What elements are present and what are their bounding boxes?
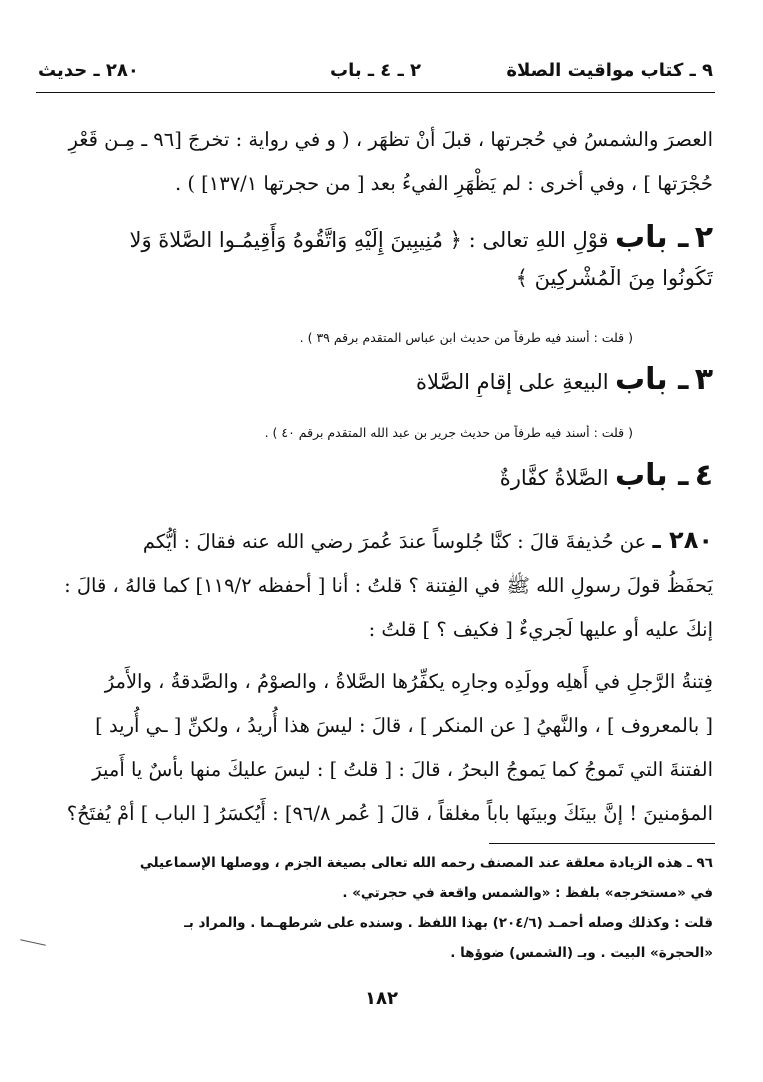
bab-word: ـ باب xyxy=(614,220,689,255)
hadith-number: ٢٨٠ ـ xyxy=(652,526,713,554)
text-line: حُجْرَتها ] ، وفي أخرى : لم يَظْهَرِ الفيءُ بعد [ من حجرتها ١٣٧/١] ) . xyxy=(174,172,713,195)
hadith-280-continued xyxy=(40,660,713,836)
footnote-line: قلت : وكذلك وصله أحمـد (٢٠٤/٦) بهذا اللفظ . وسنده على شرطهـما . والمراد بـ xyxy=(184,915,713,931)
bab-word: ـ باب xyxy=(614,362,689,397)
text-line: فِتنةُ الرَّجلِ في أَهلِه وولَدِه وجارِه يكفِّرُها الصَّلاةُ ، والصوْمُ ، والصَّدقةُ ، والأَمرُ xyxy=(104,670,713,693)
footnote-line: «الحجرة» البيت . وبـ (الشمس) ضوؤها . xyxy=(450,945,713,961)
text-line: [ بالمعروف ] ، والنَّهيُ [ عن المنكر ] ، قالَ : ليسَ هذا أُريدُ ، ولكنِّ [ ـي أُريد ] xyxy=(95,714,713,737)
footnote-line: في «مستخرجه» بلفظ : «والشمس واقعة في حجرتي» . xyxy=(342,885,713,901)
bab-title: البيعةِ على إقامِ الصَّلاة xyxy=(416,370,609,394)
header-divider xyxy=(36,92,715,93)
header-chapter: ٢ ـ ٤ ـ باب xyxy=(330,60,421,81)
footnote-line: ٩٦ ـ هذه الزيادة معلقة عند المصنف رحمه الله تعالى بصيغة الجزم ، ووصلها الإسماعيلي xyxy=(139,855,713,871)
bab-word: ـ باب xyxy=(614,458,689,493)
bab-2-note: ( قلت : أسند فيه طرفاً من حديث ابن عباس المتقدم برقم ٣٩ ) . xyxy=(299,330,633,345)
hadith-280 xyxy=(40,518,713,652)
footnotes xyxy=(40,848,713,968)
intro-paragraph xyxy=(40,118,713,206)
header-book-title: ٩ ـ كتاب مواقيت الصلاة xyxy=(506,60,713,81)
bab-title: قوْلِ اللهِ تعالى : ﴿ مُنِيبِينَ إِلَيْهِ وَاتَّقُوهُ وَأَقِيمُـوا الصَّلاةَ وَلا xyxy=(129,228,609,252)
header-hadith-number: ٢٨٠ ـ حديث xyxy=(38,60,139,81)
bab-number: ٣ xyxy=(694,362,713,397)
bab-3-note: ( قلت : أسند فيه طرفاً من حديث جرير بن عبد الله المتقدم برقم ٤٠ ) . xyxy=(264,425,633,440)
bab-2-heading xyxy=(40,220,713,255)
bab-title: الصَّلاةُ كفَّارةٌ xyxy=(499,466,609,490)
bab-2-heading-cont xyxy=(40,266,713,290)
bab-4-heading xyxy=(40,458,713,493)
bab-3-heading xyxy=(40,362,713,397)
page-number: ١٨٢ xyxy=(365,988,398,1009)
text-line: إنكَ عليه أو عليها لَجريءٌ [ فكيف ؟ ] قلتُ : xyxy=(368,618,713,641)
hadith-text: عن حُذيفةَ قالَ : كنَّا جُلوساً عندَ عُمرَ رضي الله عنه فقالَ : أيُّكم xyxy=(142,530,647,553)
text-line: يَحفَظُ قولَ رسولِ الله ﷺ في الفِتنة ؟ قلتُ : أنا [ أحفظه ١١٩/٢] كما قالهُ ، قالَ : xyxy=(64,574,713,597)
bab-title-continued: تَكُونُوا مِنَ الْمُشْرِكِينَ ﴾ xyxy=(515,266,713,290)
footnote-divider xyxy=(489,843,715,844)
text-line: العصرَ والشمسُ في حُجرتها ، قبلَ أنْ تظهَر ، ( و في رواية : تخرجَ [٩٦ ـ مِـن قَعْرِ xyxy=(68,128,713,151)
text-line: المؤمنينَ ! إنَّ بينَكَ وبينَها باباً مغلقاً ، قالَ [ عُمر ٩٦/٨] : أَيُكسَرُ [ الباب ] أمْ يُفتَحُ؟ xyxy=(66,802,713,825)
text-line xyxy=(40,518,713,564)
bab-number: ٤ xyxy=(694,458,713,493)
bab-number: ٢ xyxy=(694,220,713,255)
running-header xyxy=(38,56,713,90)
text-line: الفتنةَ التي تَموجُ كما يَموجُ البحرُ ، قالَ : [ قلتُ ] : ليسَ عليكَ منها بأسٌ يا أَميرَ xyxy=(92,758,713,781)
